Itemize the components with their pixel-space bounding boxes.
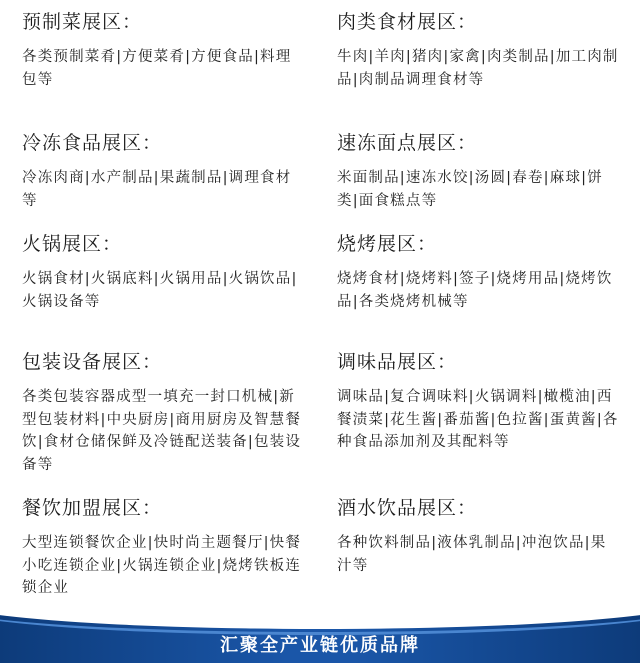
section-body: 冷冻肉商|水产制品|果蔬制品|调理食材等 bbox=[22, 170, 292, 209]
section-body: 大型连锁餐饮企业|快时尚主题餐厅|快餐小吃连锁企业|火锅连锁企业|烧烤铁板连锁企业 bbox=[22, 535, 302, 596]
section-body: 各类预制菜肴|方便菜肴|方便食品|料理包等 bbox=[22, 49, 292, 88]
section-title: 餐饮加盟展区： bbox=[22, 497, 163, 519]
section-packaging bbox=[22, 350, 307, 476]
section-body: 调味品|复合调味料|火锅调料|橄榄油|西餐渍菜|花生酱|番茄酱|色拉酱|蛋黄酱|各种食品添加剂及其配料等 bbox=[337, 389, 619, 450]
section-title: 冷冻食品展区： bbox=[22, 132, 163, 154]
section-body: 火锅食材|火锅底料|火锅用品|火锅饮品|火锅设备等 bbox=[22, 271, 298, 310]
section-hotpot bbox=[22, 232, 307, 313]
section-body: 米面制品|速冻水饺|汤圆|春卷|麻球|饼类|面食糕点等 bbox=[337, 170, 603, 209]
section-body: 牛肉|羊肉|猪肉|家禽|肉类制品|加工肉制品|肉制品调理食材等 bbox=[337, 49, 619, 88]
section-quick-frozen bbox=[337, 131, 622, 212]
section-beverages bbox=[337, 496, 622, 577]
section-title: 速冻面点展区： bbox=[337, 132, 478, 154]
section-title: 包装设备展区： bbox=[22, 351, 163, 373]
section-meat bbox=[337, 10, 622, 91]
section-title: 肉类食材展区： bbox=[337, 11, 478, 33]
section-body: 各类包装容器成型一填充一封口机械|新型包装材料|中央厨房|商用厨房及智慧餐饮|食材仓储保鲜及冷链配送装备|包装设备等 bbox=[22, 389, 302, 473]
footer-text: 汇聚全产业链优质品牌 bbox=[220, 635, 420, 656]
section-title: 调味品展区： bbox=[337, 351, 458, 373]
section-franchise bbox=[22, 496, 307, 600]
footer-banner bbox=[0, 615, 640, 663]
section-title: 预制菜展区： bbox=[22, 11, 143, 33]
section-body: 各种饮料制品|液体乳制品|冲泡饮品|果汁等 bbox=[337, 535, 607, 574]
section-body: 烧烤食材|烧烤料|签子|烧烤用品|烧烤饮品|各类烧烤机械等 bbox=[337, 271, 613, 310]
section-prepared-food bbox=[22, 10, 307, 91]
section-bbq bbox=[337, 232, 622, 313]
section-title: 火锅展区： bbox=[22, 233, 123, 255]
section-title: 烧烤展区： bbox=[337, 233, 438, 255]
section-title: 酒水饮品展区： bbox=[337, 497, 478, 519]
section-frozen-food bbox=[22, 131, 307, 212]
section-seasoning bbox=[337, 350, 622, 454]
